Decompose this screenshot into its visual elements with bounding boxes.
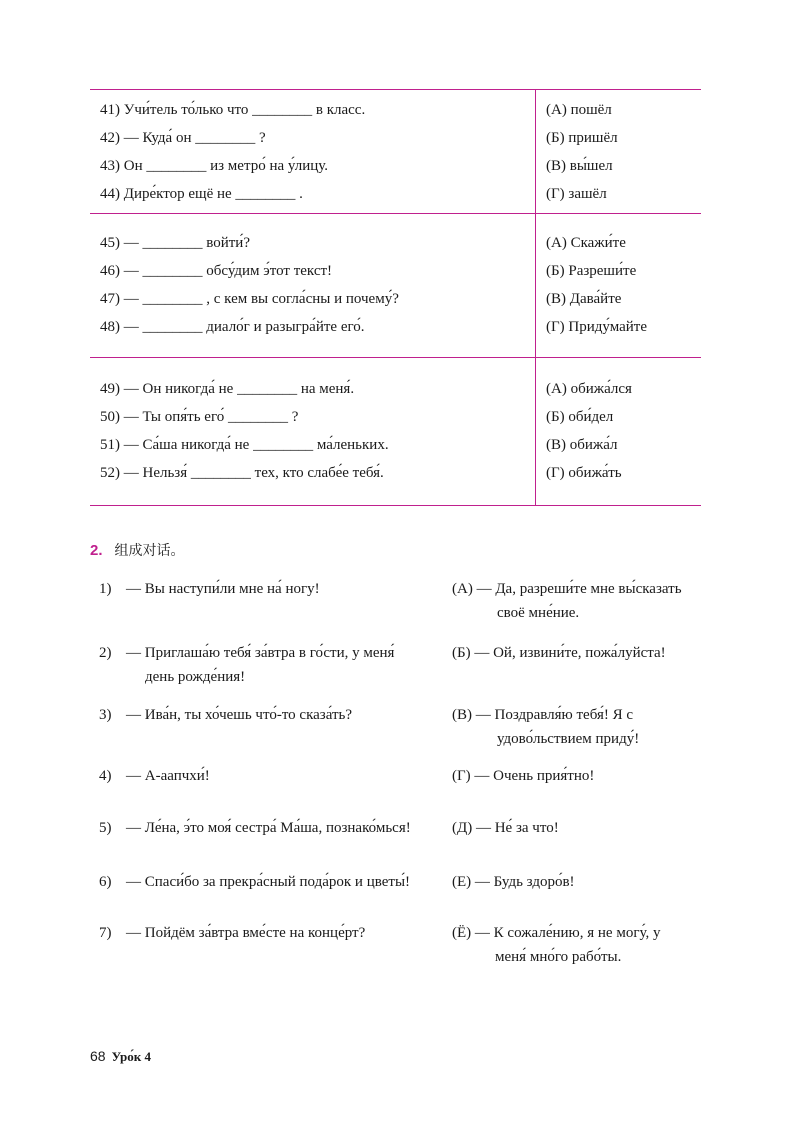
answer-option: (Г) зашёл [546, 186, 607, 202]
question-51: 51) — Са́ша никогда́ не ________ ма́леньких. [100, 437, 389, 453]
question-52: 52) — Нельзя́ ________ тех, кто слабе́е тебя́. [100, 465, 384, 481]
response-line-continuation: удово́льствием приду́! [497, 731, 640, 747]
lesson-label: Уро́к 4 [111, 1049, 152, 1064]
page-number: 68 [90, 1048, 106, 1064]
prompt-line: — Приглаша́ю тебя́ за́втра в го́сти, у меня́ [126, 645, 395, 661]
response-line: (Е) — Будь здоро́в! [452, 874, 575, 890]
exercise-number: 2. [90, 542, 103, 559]
answer-option: (Г) Приду́майте [546, 319, 647, 335]
prompt-number: 1) [99, 581, 112, 597]
response-line: (А) — Да, разреши́те мне вы́сказать [452, 581, 682, 597]
prompt-line: — Вы наступи́ли мне на́ ногу! [126, 581, 320, 597]
response-line: (В) — Поздравля́ю тебя́! Я с [452, 707, 634, 723]
prompt-line-continuation: день рожде́ния! [145, 669, 246, 685]
exercise1-group-3 [90, 357, 701, 506]
question-49: 49) — Он никогда́ не ________ на меня́. [100, 381, 355, 397]
prompt-number: 6) [99, 874, 112, 890]
question-41: 41) Учи́тель то́лько что ________ в класс. [100, 102, 366, 118]
prompt-line: — Ива́н, ты хо́чешь что́-то сказа́ть? [126, 707, 353, 723]
prompt-line: — А-аапчхи́! [126, 768, 210, 784]
answer-option: (Б) Разреши́те [546, 263, 637, 279]
prompt-line: — Спаси́бо за прекра́сный пода́рок и цветы́! [126, 874, 411, 890]
answer-option: (В) обижа́л [546, 437, 618, 453]
answer-option: (Г) обижа́ть [546, 465, 622, 481]
question-47: 47) — ________ , с кем вы согла́сны и почему́? [100, 291, 399, 307]
question-50: 50) — Ты опя́ть его́ ________ ? [100, 409, 299, 425]
question-48: 48) — ________ диало́г и разыгра́йте его́. [100, 319, 365, 335]
answer-option: (А) Скажи́те [546, 235, 626, 251]
prompt-number: 4) [99, 768, 112, 784]
prompt-line: — Пойдём за́втра вме́сте на конце́рт? [126, 925, 366, 941]
answer-option: (В) вы́шел [546, 158, 613, 174]
exercise2-heading [90, 540, 185, 560]
question-45: 45) — ________ войти́? [100, 235, 250, 251]
answer-option: (А) пошёл [546, 102, 612, 118]
prompt-number: 3) [99, 707, 112, 723]
column-divider [535, 358, 536, 505]
response-line-continuation: меня́ мно́го рабо́ты. [495, 949, 622, 965]
prompt-number: 7) [99, 925, 112, 941]
response-line-continuation: своё мне́ние. [497, 605, 580, 621]
exercise1-table [90, 89, 701, 506]
response-line: (Б) — Ой, извини́те, пожа́луйста! [452, 645, 666, 661]
column-divider [535, 214, 536, 357]
prompt-line: — Ле́на, э́то моя́ сестра́ Ма́ша, познако́мься! [126, 820, 411, 836]
answer-option: (А) обижа́лся [546, 381, 632, 397]
question-46: 46) — ________ обсу́дим э́тот текст! [100, 263, 333, 279]
response-line: (Ё) — К сожале́нию, я не могу́, у [452, 925, 661, 941]
answer-option: (Б) оби́дел [546, 409, 614, 425]
exercise-instruction: 组成对话。 [114, 543, 185, 559]
question-42: 42) — Куда́ он ________ ? [100, 130, 266, 146]
exercise1-group-1 [90, 89, 701, 213]
prompt-number: 5) [99, 820, 112, 836]
exercise1-group-2 [90, 213, 701, 357]
response-line: (Д) — Не́ за что! [452, 820, 559, 836]
answer-option: (Б) пришёл [546, 130, 618, 146]
page-footer [90, 1048, 151, 1066]
response-line: (Г) — Очень прия́тно! [452, 768, 595, 784]
question-44: 44) Дире́ктор ещё не ________ . [100, 186, 303, 202]
question-43: 43) Он ________ из метро́ на у́лицу. [100, 158, 329, 174]
prompt-number: 2) [99, 645, 112, 661]
column-divider [535, 90, 536, 213]
answer-option: (В) Дава́йте [546, 291, 622, 307]
